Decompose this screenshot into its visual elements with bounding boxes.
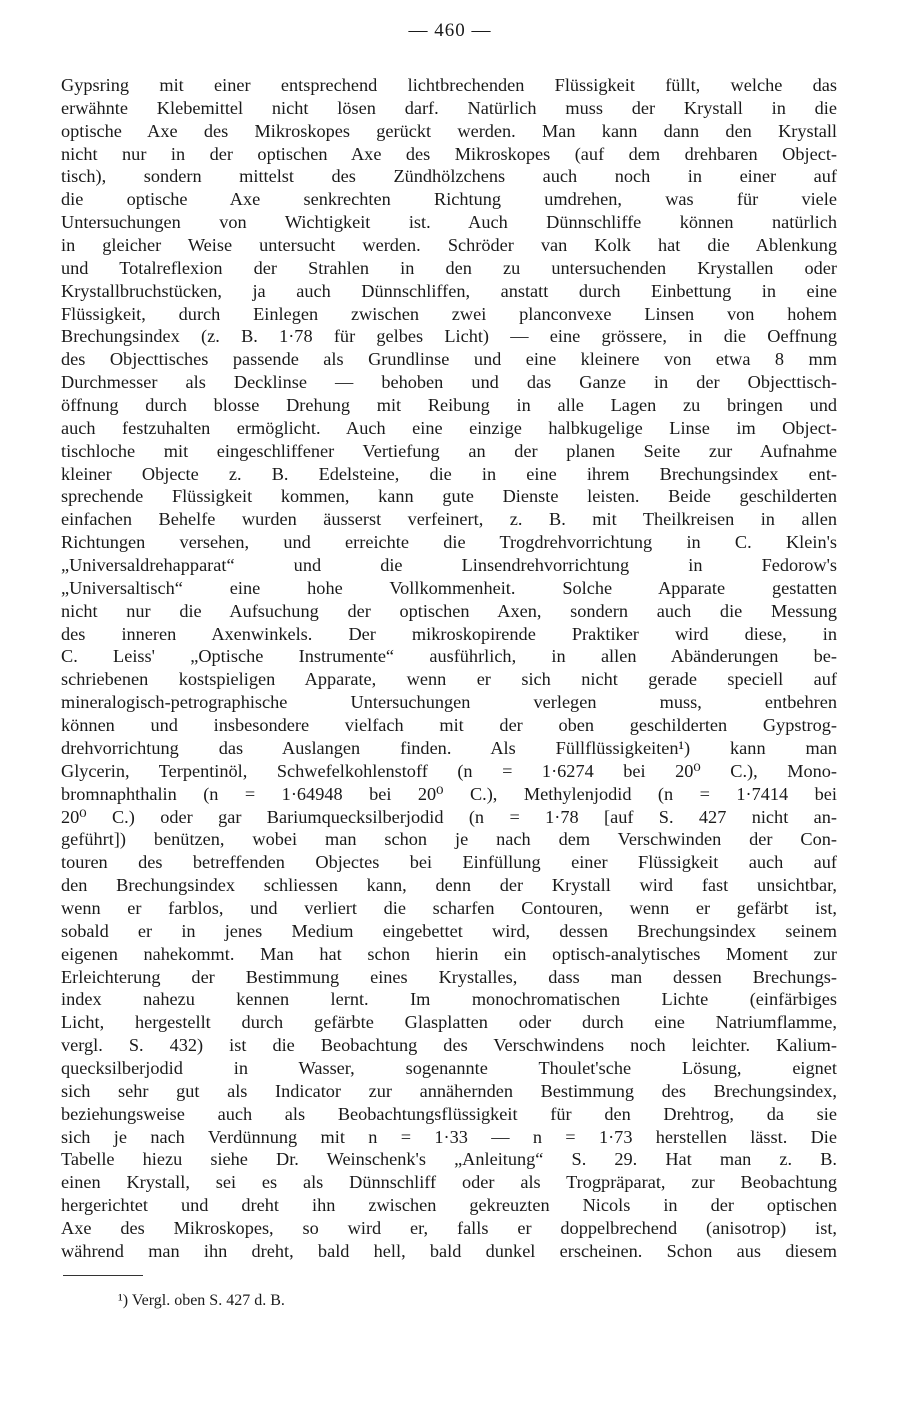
text-line: sich je nach Verdünnung mit n = 1·33 — n = 1·73 herstellen lässt. Die: [61, 1126, 837, 1147]
text-line: C. Leiss' „Optische Instrumente“ ausführlich, in allen Abänderungen be-: [61, 646, 837, 667]
text-line: Glycerin, Terpentinöl, Schwefelkohlenstoff (n = 1·6274 bei 20⁰ C.), Mono-: [61, 760, 837, 781]
text-line: nicht nur die Aufsuchung der optischen Axen, sondern auch die Messung: [61, 600, 837, 621]
text-line: einfachen Behelfe wurden äusserst verfeinert, z. B. mit Theilkreisen in allen: [61, 509, 837, 530]
text-line: des Objecttisches passende als Grundlinse und eine kleinere von etwa 8 mm: [61, 349, 837, 370]
text-line: Untersuchungen von Wichtigkeit ist. Auch Dünnschliffe können natürlich: [61, 212, 837, 233]
text-line: Krystallbruchstücken, ja auch Dünnschliffen, anstatt durch Einbettung in eine: [61, 280, 837, 301]
text-line: sprechende Flüssigkeit kommen, kann gute Dienste leisten. Beide geschilderten: [61, 486, 837, 507]
text-line: wenn er farblos, und verliert die scharfen Contouren, wenn er gefärbt ist,: [61, 897, 837, 918]
text-line: auch festzuhalten ermöglicht. Auch eine einzige halbkugelige Linse im Object-: [61, 417, 837, 438]
footnote: ¹) Vergl. oben S. 427 d. B.: [118, 1292, 285, 1309]
text-line: kleiner Objecte z. B. Edelsteine, die in eine ihrem Brechungsindex ent-: [61, 463, 837, 484]
text-line: Durchmesser als Decklinse — behoben und das Ganze in der Objecttisch-: [61, 372, 837, 393]
text-line: Gypsring mit einer entsprechend lichtbrechenden Flüssigkeit füllt, welche das: [61, 75, 837, 95]
text-line: quecksilberjodid in Wasser, sogenannte Thoulet'sche Lösung, eignet: [61, 1057, 837, 1078]
text-line: Licht, hergestellt durch gefärbte Glasplatten oder durch eine Natriumflamme,: [61, 1012, 837, 1033]
text-line: geführt]) benützen, wobei man schon je nach dem Verschwinden der Con-: [61, 829, 837, 850]
text-line: nicht nur in der optischen Axe des Mikroskopes (auf dem drehbaren Object-: [61, 143, 837, 164]
text-line: den Brechungsindex schliessen kann, denn der Krystall wird fast unsichtbar,: [61, 875, 837, 896]
text-line: bromnaphthalin (n = 1·64948 bei 20⁰ C.), Methylenjodid (n = 1·7414 bei: [61, 783, 837, 804]
text-line: Erleichterung der Bestimmung eines Krystalles, dass man dessen Brechungs-: [61, 966, 837, 987]
text-line: tisch), sondern mittelst des Zündhölzchens auch noch in einer auf: [61, 166, 837, 187]
text-line: erwähnte Klebemittel nicht lösen darf. Natürlich muss der Krystall in die: [61, 97, 837, 118]
text-line: in gleicher Weise untersucht werden. Schröder van Kolk hat die Ablenkung: [61, 235, 837, 256]
text-line: während man ihn dreht, bald hell, bald dunkel erscheinen. Schon aus diesem: [61, 1240, 837, 1261]
text-line: Brechungsindex (z. B. 1·78 für gelbes Licht) — eine grössere, in die Oeffnung: [61, 326, 837, 347]
text-line: vergl. S. 432) ist die Beobachtung des Verschwindens noch leichter. Kalium-: [61, 1035, 837, 1056]
text-line: des inneren Axenwinkels. Der mikroskopirende Praktiker wird diese, in: [61, 623, 837, 644]
body-text: [61, 74, 837, 1263]
text-line: beziehungsweise auch als Beobachtungsflüssigkeit für den Drehtrog, da sie: [61, 1103, 837, 1124]
text-line: sich sehr gut als Indicator zur annähernden Bestimmung des Brechungsindex,: [61, 1080, 837, 1101]
text-line: mineralogisch-petrographische Untersuchungen verlegen muss, entbehren: [61, 692, 837, 713]
text-line: sobald er in jenes Medium eingebettet wird, dessen Brechungsindex seinem: [61, 920, 837, 941]
text-line: Tabelle hiezu siehe Dr. Weinschenk's „Anleitung“ S. 29. Hat man z. B.: [61, 1149, 837, 1170]
text-line: tischloche mit eingeschliffener Vertiefung an der planen Seite zur Aufnahme: [61, 440, 837, 461]
text-line: index nahezu kennen lernt. Im monochromatischen Lichte (einfärbiges: [61, 989, 837, 1010]
text-line: Richtungen versehen, und erreichte die Trogdrehvorrichtung in C. Klein's: [61, 532, 837, 553]
text-line: eigenen nahekommt. Man hat schon hierin ein optisch-analytisches Moment zur: [61, 943, 837, 964]
text-line: schriebenen kostspieligen Apparate, wenn er sich nicht gerade speciell auf: [61, 669, 837, 690]
text-line: Axe des Mikroskopes, so wird er, falls er doppelbrechend (anisotrop) ist,: [61, 1217, 837, 1238]
text-line: und Totalreflexion der Strahlen in den zu untersuchenden Krystallen oder: [61, 257, 837, 278]
text-line: können und insbesondere vielfach mit der oben geschilderten Gypstrog-: [61, 715, 837, 736]
text-line: Flüssigkeit, durch Einlegen zwischen zwei planconvexe Linsen von hohem: [61, 303, 837, 324]
text-line: die optische Axe senkrechten Richtung umdrehen, was für viele: [61, 189, 837, 210]
text-line: einen Krystall, sei es als Dünnschliff oder als Trogpräparat, zur Beobachtung: [61, 1172, 837, 1193]
text-line: optische Axe des Mikroskopes gerückt werden. Man kann dann den Krystall: [61, 120, 837, 141]
text-line: „Universaldrehapparat“ und die Linsendrehvorrichtung in Fedorow's: [61, 555, 837, 576]
text-line: 20⁰ C.) oder gar Bariumquecksilberjodid (n = 1·78 [auf S. 427 nicht an-: [61, 806, 837, 827]
text-line: touren des betreffenden Objectes bei Einfüllung einer Flüssigkeit auch auf: [61, 852, 837, 873]
text-line: öffnung durch blosse Drehung mit Reibung in alle Lagen zu bringen und: [61, 395, 837, 416]
text-line: „Universaltisch“ eine hohe Vollkommenheit. Solche Apparate gestatten: [61, 577, 837, 598]
page-number: — 460 —: [408, 20, 492, 41]
text-line: drehvorrichtung das Auslangen finden. Als Füllflüssigkeiten¹) kann man: [61, 737, 837, 758]
footnote-divider: [63, 1275, 143, 1276]
text-line: hergerichtet und dreht ihn zwischen gekreuzten Nicols in der optischen: [61, 1195, 837, 1216]
